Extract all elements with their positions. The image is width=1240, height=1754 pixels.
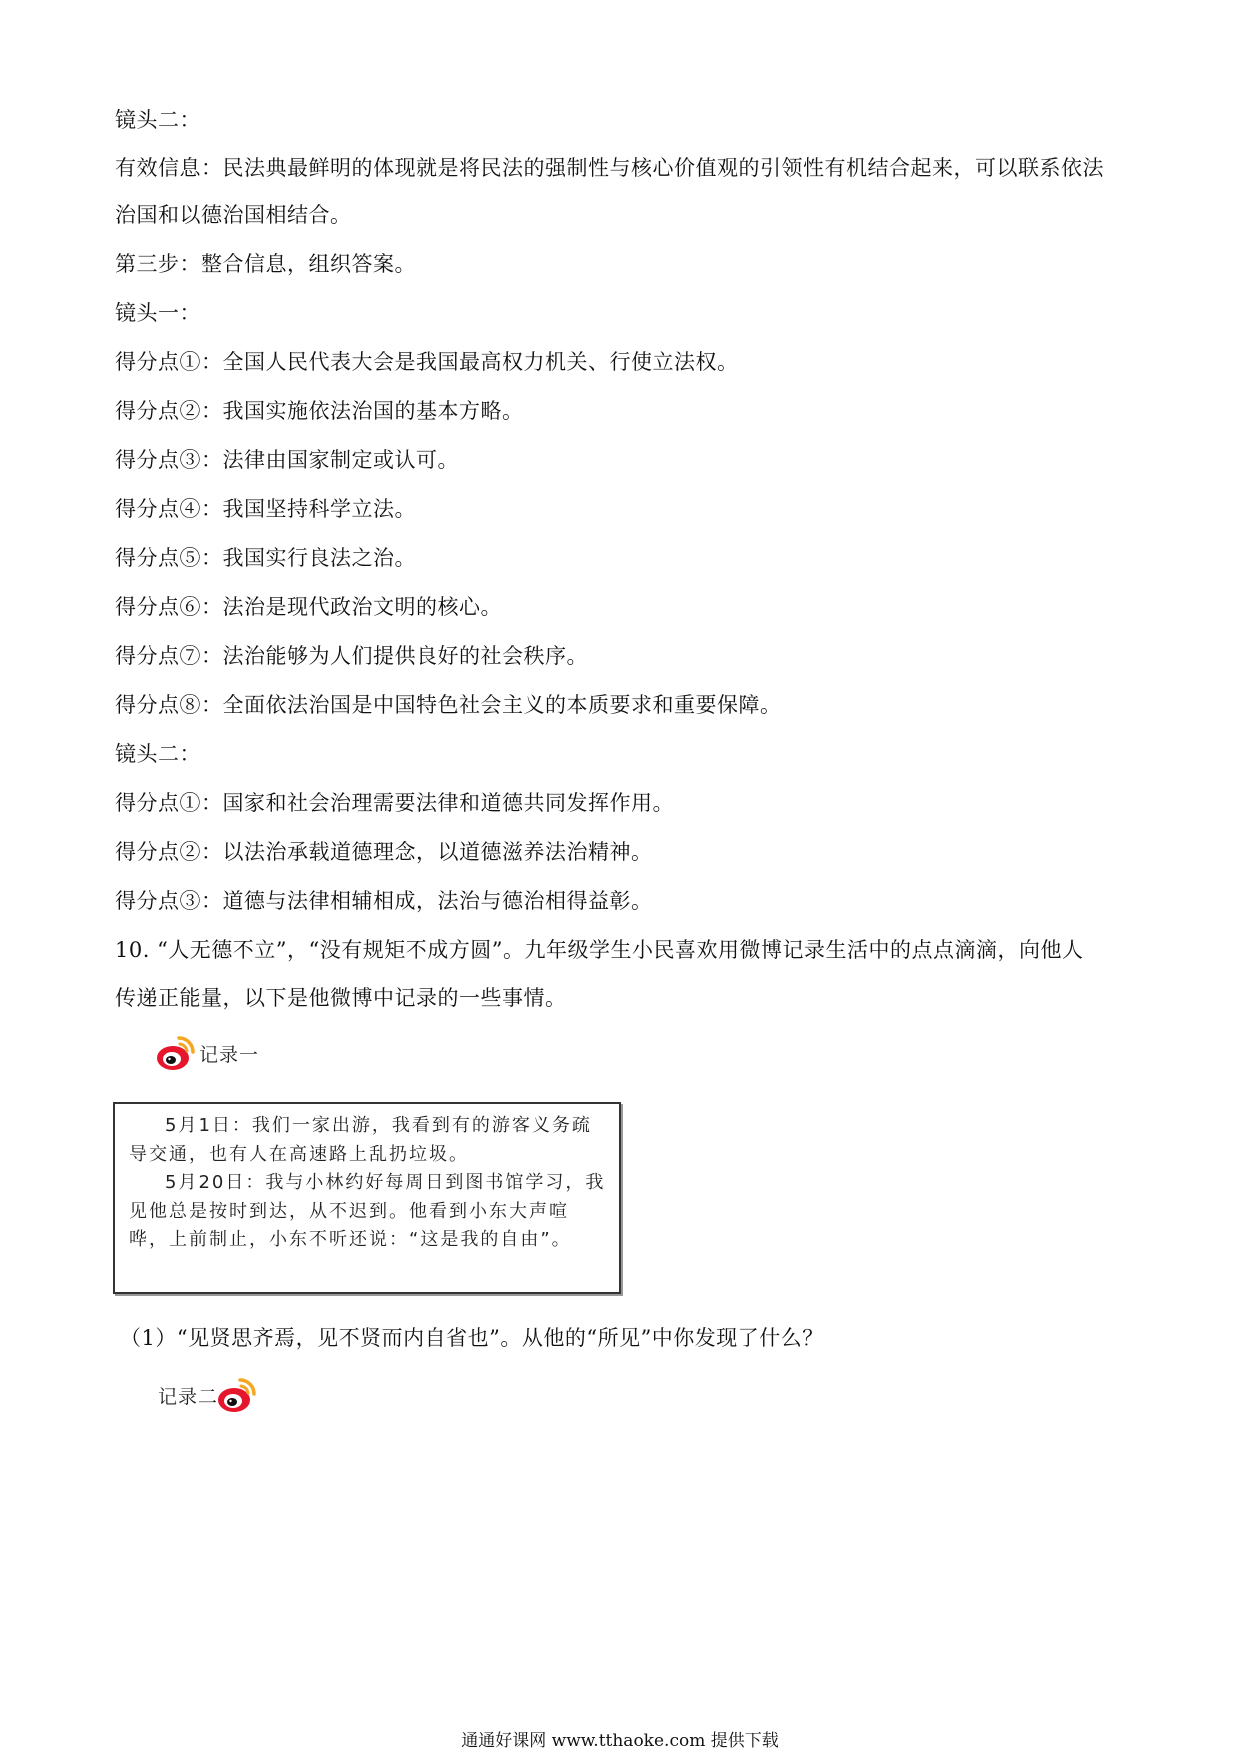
score-point: 得分点②：以法治承载道德理念，以道德滋养法治精神。 bbox=[115, 840, 653, 864]
section-heading: 镜头二： bbox=[115, 742, 201, 766]
score-point: 得分点⑧：全面依法治国是中国特色社会主义的本质要求和重要保障。 bbox=[115, 693, 782, 717]
weibo-icon bbox=[153, 1030, 199, 1076]
record2-label: 记录二 bbox=[158, 1385, 219, 1408]
score-point: 得分点①：国家和社会治理需要法律和道德共同发挥作用。 bbox=[115, 791, 674, 815]
record1-box bbox=[113, 1102, 621, 1294]
record1-paragraph: 5月1日：我们一家出游，我看到有的游客义务疏导交通，也有人在高速路上乱扔垃圾。 bbox=[129, 1115, 592, 1165]
page-footer: 通通好课网 www.tthaoke.com 提供下载 bbox=[461, 1731, 779, 1751]
record1-paragraph: 5月20日：我与小林约好每周日到图书馆学习，我见他总是按时到达，从不迟到。他看到小东大声喧哗，上前制止，小东不听还说：“这是我的自由”。 bbox=[129, 1172, 606, 1250]
step-heading: 第三步：整合信息，组织答案。 bbox=[115, 252, 416, 276]
score-point: 得分点⑤：我国实行良法之治。 bbox=[115, 546, 416, 570]
score-point: 得分点③：道德与法律相辅相成，法治与德治相得益彰。 bbox=[115, 889, 653, 913]
section-heading: 镜头二： bbox=[115, 108, 201, 132]
section-heading: 镜头一： bbox=[115, 301, 201, 325]
record1-header bbox=[153, 1030, 259, 1076]
record2-header bbox=[158, 1372, 260, 1418]
body-text: 有效信息：民法典最鲜明的体现就是将民法的强制性与核心价值观的引领性有机结合起来，可以联系依法 bbox=[115, 156, 1104, 180]
score-point: 得分点⑦：法治能够为人们提供良好的社会秩序。 bbox=[115, 644, 588, 668]
question-text: 10. “人无德不立”，“没有规矩不成方圆”。九年级学生小民喜欢用微博记录生活中的点点滴滴，向他人 bbox=[115, 938, 1084, 962]
sub-question: （1）“见贤思齐焉，见不贤而内自省也”。从他的“所见”中你发现了什么？ bbox=[120, 1326, 824, 1350]
score-point: 得分点⑥：法治是现代政治文明的核心。 bbox=[115, 595, 502, 619]
score-point: 得分点③：法律由国家制定或认可。 bbox=[115, 448, 459, 472]
record1-label: 记录一 bbox=[199, 1043, 260, 1066]
question-text: 传递正能量，以下是他微博中记录的一些事情。 bbox=[115, 986, 567, 1010]
score-point: 得分点①：全国人民代表大会是我国最高权力机关、行使立法权。 bbox=[115, 350, 739, 374]
score-point: 得分点②：我国实施依法治国的基本方略。 bbox=[115, 399, 524, 423]
weibo-icon bbox=[214, 1372, 260, 1418]
score-point: 得分点④：我国坚持科学立法。 bbox=[115, 497, 416, 521]
body-text: 治国和以德治国相结合。 bbox=[115, 203, 352, 227]
